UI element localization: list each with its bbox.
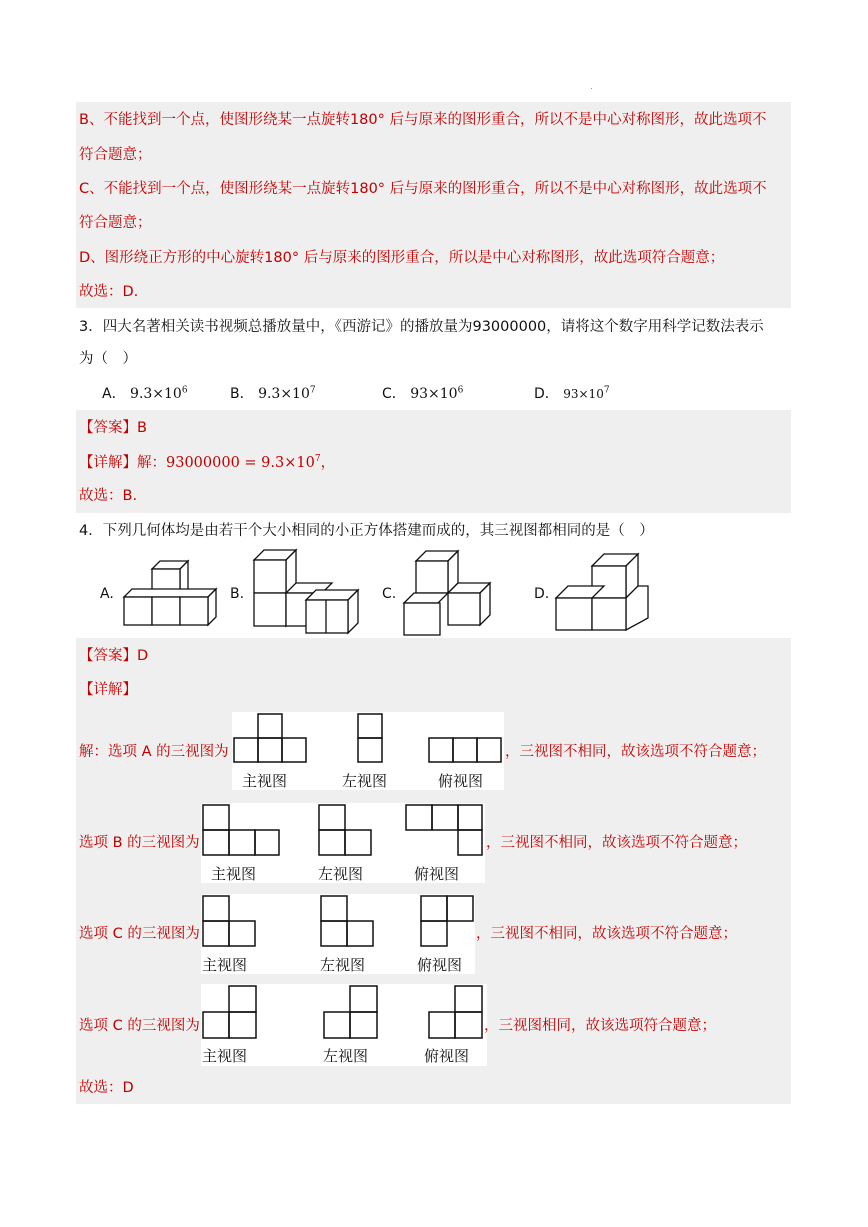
row-a-front-view [233,713,309,765]
q3-option-c-label: C． [382,386,406,402]
q4-row-d-prefix: 选项 C 的三视图为 [79,1018,200,1034]
q4-answer: 【答案】D [79,648,149,664]
q4-row-c-views [201,894,475,974]
option-b-explanation-line1: B、不能找到一个点，使图形绕某一点旋转180° 后与原来的图形重合，所以不是中心对称图形，故此选项不 [79,112,767,128]
q3-answer: 【答案】B [79,420,147,436]
option-c-explanation-line2: 符合题意； [79,215,152,231]
q3-option-d-label: D． [534,386,559,402]
q3-detail-suffix: ， [320,455,336,471]
row-c-front-view [202,895,258,949]
q4-figure-c [404,549,492,637]
q4-figure-d [556,552,650,632]
q4-row-a-prefix: 解：选项 A 的三视图为 [79,744,229,760]
row-a-top-view [428,737,504,765]
row-a-caption-front: 主视图 [242,772,288,790]
row-d-top-view [428,985,486,1041]
q4-row-b-views [201,803,485,883]
row-c-left-view [320,895,376,949]
q4-row-c-suffix: ，三视图不相同，故该选项不符合题意； [476,926,737,942]
q3-stem-line1: 3．四大名著相关读书视频总播放量中，《西游记》的播放量为93000000，请将这个数字用科学记数法表示 [79,319,764,335]
q3-detail [79,453,335,473]
row-a-left-view [357,713,385,765]
q3-option-a-label: A． [102,386,126,402]
q4-row-b-suffix: ，三视图不相同，故该选项不符合题意； [486,835,747,851]
q3-stem-line2: 为（ ） [79,351,137,367]
row-a-caption-top: 俯视图 [438,772,484,790]
q4-row-a-suffix: ，三视图不相同，故该选项不符合题意； [505,744,766,760]
row-c-caption-front: 主视图 [202,956,248,974]
q4-row-d-views [201,984,487,1066]
q4-figure-b [254,550,362,634]
q4-option-a-label: A. [100,586,114,602]
q4-option-c-label: C. [382,586,397,602]
q4-row-d-suffix: ，三视图相同，故该选项符合题意； [484,1018,716,1034]
row-c-caption-left: 左视图 [320,956,366,974]
row-d-caption-front: 主视图 [202,1047,248,1065]
q4-row-a-views [232,712,504,790]
q3-option-b [230,384,316,404]
row-b-caption-front: 主视图 [211,865,257,883]
q4-option-d-label: D. [534,586,550,602]
q4-figure-a [124,560,220,626]
q4-detail-heading: 【详解】 [79,682,137,698]
row-b-caption-left: 左视图 [318,865,364,883]
row-b-left-view [318,804,374,858]
q3-detail-expression: 93000000 = 9.3×10 [166,455,315,471]
row-d-caption-top: 俯视图 [424,1047,470,1065]
q4-option-b-label: B. [230,586,245,602]
q3-option-a-exponent: 6 [181,385,188,396]
q3-detail-exponent: 7 [314,454,321,465]
q3-option-d [534,384,610,404]
q4-stem: 4．下列几何体均是由若干个大小相同的小正方体搭建而成的，其三视图都相同的是（ ） [79,523,654,539]
q3-option-b-label: B． [230,386,254,402]
row-b-front-view [202,804,282,858]
q3-option-d-exponent: 7 [603,385,610,396]
q4-row-b-prefix: 选项 B 的三视图为 [79,835,200,851]
q3-option-a [102,384,188,404]
q3-option-a-base: 9.3×10 [130,386,182,402]
option-c-explanation-line1: C、不能找到一个点，使图形绕某一点旋转180° 后与原来的图形重合，所以不是中心对称图形，故此选项不 [79,181,767,197]
row-d-caption-left: 左视图 [323,1047,369,1065]
option-d-explanation: D、图形绕正方形的中心旋转180° 后与原来的图形重合，所以是中心对称图形，故此选项符合题意； [79,250,725,266]
row-d-front-view [202,985,260,1041]
row-a-caption-left: 左视图 [342,772,388,790]
row-c-caption-top: 俯视图 [417,956,463,974]
row-d-left-view [323,985,381,1041]
q3-detail-prefix: 【详解】解： [79,455,166,471]
row-b-top-view [405,804,485,858]
q3-option-b-exponent: 7 [309,385,316,396]
q3-option-b-base: 9.3×10 [258,386,310,402]
q3-option-d-base: 93×10 [563,387,604,401]
q2-conclusion: 故选：D. [79,284,139,300]
q4-conclusion: 故选：D [79,1080,134,1096]
solution-block-q2 [76,102,791,308]
option-b-explanation-line2: 符合题意； [79,147,152,163]
row-c-top-view [420,895,476,949]
q3-option-c [382,384,463,404]
q4-row-c-prefix: 选项 C 的三视图为 [79,926,200,942]
q3-option-c-base: 93×10 [410,386,458,402]
q3-option-c-exponent: 6 [457,385,464,396]
q3-conclusion: 故选：B. [79,488,138,504]
page-mark [591,88,592,89]
row-b-caption-top: 俯视图 [414,865,460,883]
